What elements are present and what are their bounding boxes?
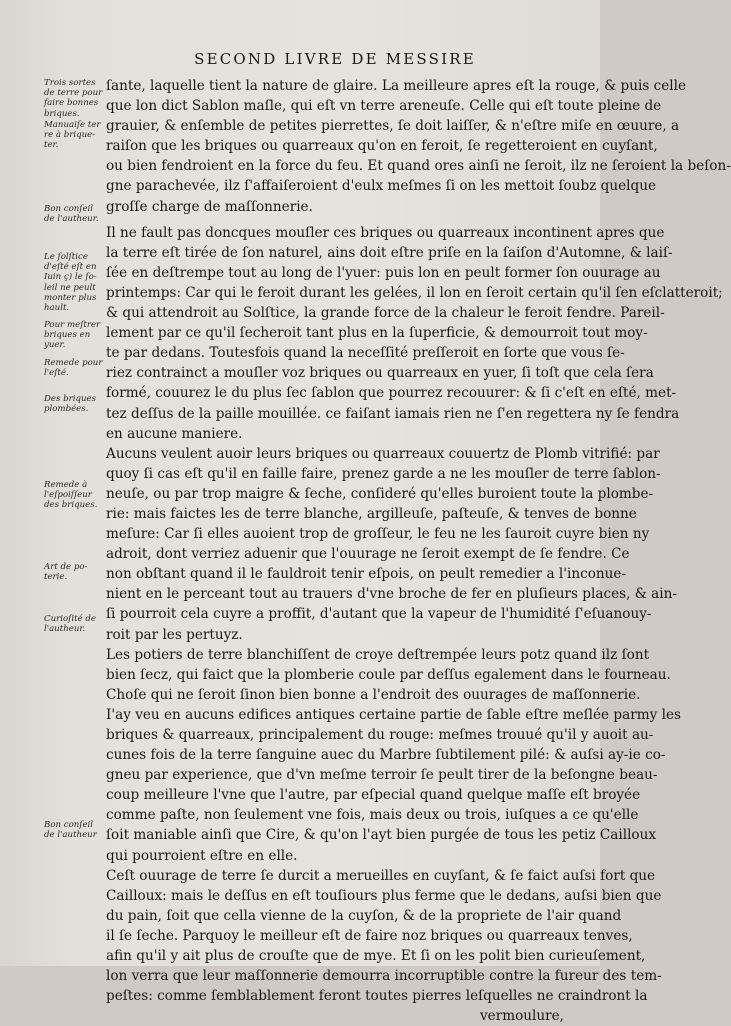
text-line: Il ne fault pas doncques mouſler ces briques ou quarreaux incontinent apres que [106,224,665,241]
margin-note [44,614,106,634]
margin-note-line: Le ſolſtice [44,252,88,262]
running-header: SECOND LIVRE DE MESSIRE [194,50,476,68]
margin-note-line: l'eſpoiſſeur [44,490,92,501]
margin-note [44,252,106,313]
text-line: comme paſte, non ſeulement vne fois, mais deux ou trois, iuſques a ce qu'elle [106,807,639,824]
text-line: grauier, & enſemble de petites pierrettes, ſe doit laiſſer, & n'eſtre miſe en œuure, a [106,118,680,135]
margin-note [44,820,106,840]
text-line: gneu par experience, que d'vn meſme terroir ſe peult tirer de la beſongne beau- [106,767,658,784]
margin-note-line: de l'autheur [44,830,97,841]
text-line: quoy ſi cas eſt qu'il en faille faire, prenez garde a ne les mouſler de terre ſablon- [106,465,661,482]
margin-note [44,204,106,224]
text-line: ſée en deſtrempe tout au long de l'yuer: puis lon en peult former ſon ouurage au [106,264,661,281]
margin-note-line: monter plus [44,292,97,303]
margin-note-line: faire bonnes [44,98,99,109]
margin-note [44,320,106,351]
margin-note [44,78,106,119]
margin-note-line: ter. [44,140,59,151]
text-line: afin qu'il y ait plus de crouſte que de mye. Et ſi on les polit bien curieuſement, [106,948,646,965]
text-line: rie: mais faictes les de terre blanche, argilleuſe, paſteuſe, & tenves de bonne [106,505,637,522]
text-line: Choſe qui ne ſeroit ſinon bien bonne a l'endroit des ouurages de maſſonnerie. [106,686,641,703]
text-line: du pain, ſoit que cella vienne de la cuyſon, & de la propriete de l'air quand [106,907,622,924]
text-line: neuſe, ou par trop maigre & ſeche, conſideré qu'elles buroient toute la plombe- [106,485,654,502]
text-line: nient en le perceant tout au trauers d'vne broche de fer en pluſieurs places, & ain- [106,586,677,603]
margin-note-line: Bon conſeil [44,204,94,214]
margin-note-line: Manuaiſe ter [44,120,101,130]
margin-note-line: Curioſité de [44,614,96,624]
text-line: te par dedans. Toutesfois quand la neceſſité preſſeroit en ſorte que vous ſe- [106,345,625,362]
margin-note-line: re à brique- [44,130,96,141]
margin-note-line: briques. [44,108,80,119]
margin-note-line: Remede pour [44,358,103,368]
text-line: bien ſecz, qui faict que la plomberie coule par deſſus egalement dans le fourneau. [106,666,671,683]
text-line: I'ay veu en aucuns edifices antiques certaine partie de ſable eſtre meſlée parmy les [106,706,681,723]
margin-note-line: hault. [44,303,70,314]
text-line: formé, couurez le du plus ſec ſablon que pourrez recouurer: & ſi c'eſt en eſté, met- [106,385,677,402]
margin-note-line: Pour meſtrer [44,320,101,330]
margin-note-line: l'autheur. [44,624,86,635]
text-line: raiſon que les briques ou quarreaux qu'on en feroit, ſe regetteroient en cuyſant, [106,138,658,155]
text-line: coup meilleure l'vne que l'autre, par eſpecial quand quelque maſſe eſt broyée [106,787,641,804]
text-line: & qui attendroit au Solſtice, la grande force de la chaleur le feroit fendre. Pareil- [106,305,665,322]
body-text [106,76,731,1026]
text-line: peſtes: comme ſemblablement feront toutes pierres leſquelles ne craindront la [106,988,648,1005]
margin-note-line: Art de po- [44,562,88,572]
text-line: non obſtant quand il le fauldroit tenir eſpois, on peult remedier a l'inconue- [106,566,627,583]
margin-note-line: l'eſté. [44,368,69,379]
text-line: lon verra que leur maſſonnerie demourra incorruptible contre la fureur des tem- [106,968,662,985]
margin-note [44,358,106,378]
text-line: en aucune maniere. [106,425,243,442]
text-line: qui pourroient eſtre en elle. [106,847,298,864]
text-line: briques & quarreaux, principalement du rouge: meſmes trouué qu'il y auoit au- [106,727,654,743]
margin-note-line: yuer. [44,340,66,351]
margin-note-line: briques en [44,330,91,341]
text-line: la terre eſt tirée de ſon naturel, ains doit eſtre priſe en la ſaiſon d'Automne, & laiſ- [106,244,673,261]
margin-note [44,120,106,151]
margin-note-line: leil ne peult [44,282,96,293]
margin-note-line: de terre pour [44,88,103,99]
text-line: Ceſt ouurage de terre ſe durcit a merueilles en cuyſant, & ſe faict auſsi fort que [106,867,656,884]
text-line: vermoulure, [479,1008,564,1025]
text-line: roit par les pertuyz. [106,626,243,643]
text-line: que lon dict Sablon maſle, qui eſt vn terre areneuſe. Celle qui eſt toute pleine de [106,98,662,115]
margin-note [44,394,106,414]
text-line: gne parachevée, ilz ſ'affaiſeroient d'eulx meſmes ſi on les mettoit ſoubz quelque [106,178,657,195]
margin-note-line: plombées. [44,404,89,415]
margin-note-line: Iuin ç) le ſo- [44,272,97,283]
margin-note-line: Des briques [44,394,97,404]
text-line: riez contrainct a mouſler voz briques ou quarreaux en yuer, ſi toſt que cela ſera [106,365,654,382]
text-line: Cailloux: mais le deſſus en eſt touſiours plus ferme que le dedans, auſsi bien que [106,887,662,904]
text-line: printemps: Car qui le feroit durant les gelées, il lon en ſeroit certain qu'il ſen eſclatteroit; [106,284,723,301]
text-line: Les potiers de terre blanchiſſent de croye deſtrempée leurs potz quand ilz ſont [106,646,650,663]
text-line: lement par ce qu'il ſecheroit tant plus en la ſuperficie, & demourroit tout moy- [106,325,648,342]
margin-note-line: Remede à [44,480,88,490]
margin-note-line: de l'autheur. [44,214,99,225]
text-line: Aucuns veulent auoir leurs briques ou quarreaux couuertz de Plomb vitrifié: par [106,445,660,462]
margin-note-line: d'eſté eſt en [44,262,97,273]
text-line: ſoit maniable ainſi que Cire, & qu'on l'ayt bien purgée de tous les petiz Cailloux [106,827,657,844]
text-line: ſi pourroit cela cuyre a proffit, d'autant que la vapeur de l'humidité ſ'eſuanouy- [106,606,652,623]
margin-note-line: terie. [44,572,68,583]
margin-note-line: Trois sortes [44,78,96,88]
text-line: meſure: Car ſi elles auoient trop de groſſeur, le feu ne les ſauroit cuyre bien ny [106,526,650,543]
margin-note [44,480,106,511]
text-line: ou bien fendroient en la force du feu. Et quand ores ainſi ne ſeroit, ilz ne ſeroient la beſon- [106,158,731,175]
text-line: tez deſſus de la paille mouillée. ce faiſant iamais rien ne ſ'en regettera ny ſe fendra [106,405,680,422]
margin-note-line: des briques. [44,500,98,511]
margin-note-line: Bon conſeil [44,820,94,830]
margin-note [44,562,106,582]
text-line: adroit, dont verriez aduenir que l'ouurage ne ſeroit exempt de ſe fendre. Ce [106,546,630,563]
text-line: cunes fois de la terre ſanguine auec du Marbre ſubtilement pilé: & auſsi ay-ie co- [106,747,666,764]
text-line: groſſe charge de maſſonnerie. [106,198,313,215]
text-line: il ſe ſeche. Parquoy le meilleur eſt de faire noz briques ou quarreaux tenves, [106,927,633,944]
text-line: ſante, laquelle tient la nature de glaire. La meilleure apres eſt la rouge, & puis celle [106,78,687,94]
